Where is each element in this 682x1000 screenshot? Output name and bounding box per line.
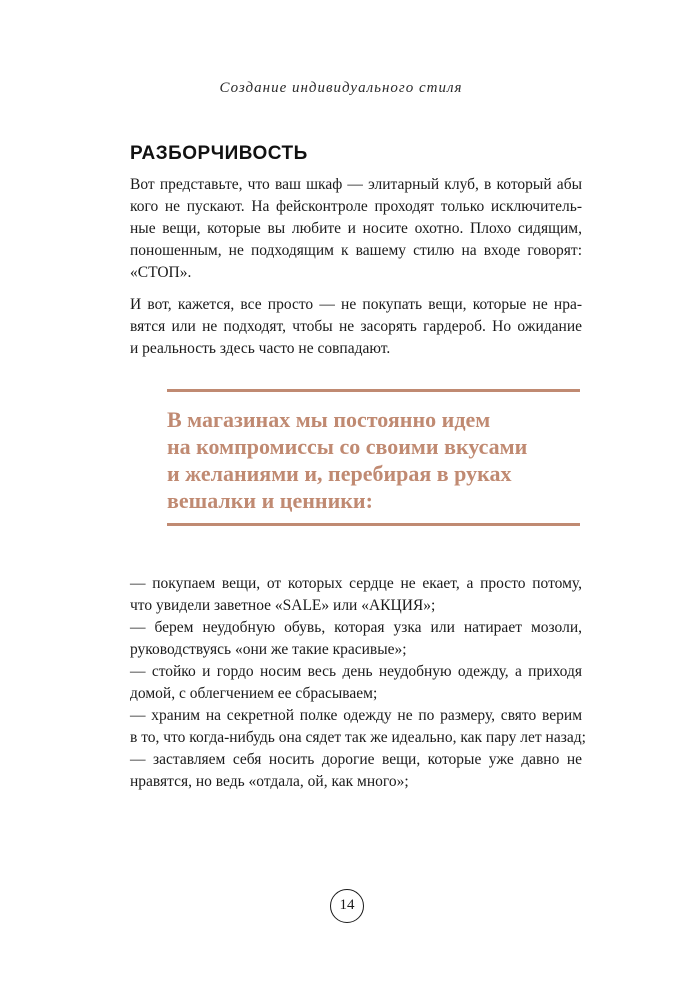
- running-head: Создание индивидуального стиля: [219, 80, 463, 96]
- paragraph-2: [130, 294, 582, 360]
- pull-quote-bottom-rule: [167, 523, 580, 526]
- paragraph-line: «СТОП».: [130, 264, 192, 281]
- list-item-line: — стойко и гордо носим весь день неудобную одежду, а приходя: [130, 663, 582, 680]
- paragraph-line: ные вещи, которые вы любите и носите охотно. Плохо сидящим,: [130, 220, 582, 237]
- list-item-line: — покупаем вещи, от которых сердце не екает, а просто потому,: [130, 575, 582, 592]
- pull-quote-line: вешалки и ценники:: [167, 488, 373, 513]
- list-item: [130, 661, 582, 705]
- paragraph-line: И вот, кажется, все просто — не покупать вещи, которые не нра-: [130, 296, 582, 313]
- list-item-line: что увидели заветное «SALE» или «АКЦИЯ»;: [130, 597, 436, 614]
- list-item: [130, 573, 582, 617]
- page-number: 14: [330, 889, 364, 923]
- list-item-line: — заставляем себя носить дорогие вещи, которые уже давно не: [130, 751, 582, 768]
- list-item: [130, 617, 582, 661]
- list-item-line: нравятся, но ведь «отдала, ой, как много»;: [130, 773, 409, 790]
- paragraph-line: поношенным, не подходящим к вашему стилю на входе говорят:: [130, 242, 582, 259]
- list-item-line: домой, с облегчением ее сбрасываем;: [130, 685, 378, 702]
- section-title: РАЗБОРЧИВОСТЬ: [130, 143, 308, 164]
- list-item-line: в то, что когда-нибудь она сядет так же идеально, как пару лет назад;: [130, 729, 586, 746]
- pull-quote-line: на компромиссы со своими вкусами: [167, 434, 528, 459]
- pull-quote: [167, 406, 580, 514]
- paragraph-1: [130, 174, 582, 284]
- pull-quote-line: и желаниями и, перебирая в руках: [167, 461, 512, 486]
- list-item-line: — берем неудобную обувь, которая узка или натирает мозоли,: [130, 619, 582, 636]
- dash-list: [130, 573, 586, 793]
- list-item-line: — храним на секретной полке одежду не по размеру, свято верим: [130, 707, 582, 724]
- pull-quote-line: В магазинах мы постоянно идем: [167, 407, 491, 432]
- pull-quote-top-rule: [167, 389, 580, 392]
- paragraph-line: кого не пускают. На фейсконтроле проходят только исключитель-: [130, 198, 582, 215]
- paragraph-line: и реальность здесь часто не совпадают.: [130, 340, 391, 357]
- list-item: [130, 705, 586, 749]
- list-item: [130, 749, 582, 793]
- list-item-line: руководствуясь «они же такие красивые»;: [130, 641, 407, 658]
- paragraph-line: вятся или не подходят, чтобы не засорять гардероб. Но ожидание: [130, 318, 582, 335]
- paragraph-line: Вот представьте, что ваш шкаф — элитарный клуб, в который абы: [130, 176, 582, 193]
